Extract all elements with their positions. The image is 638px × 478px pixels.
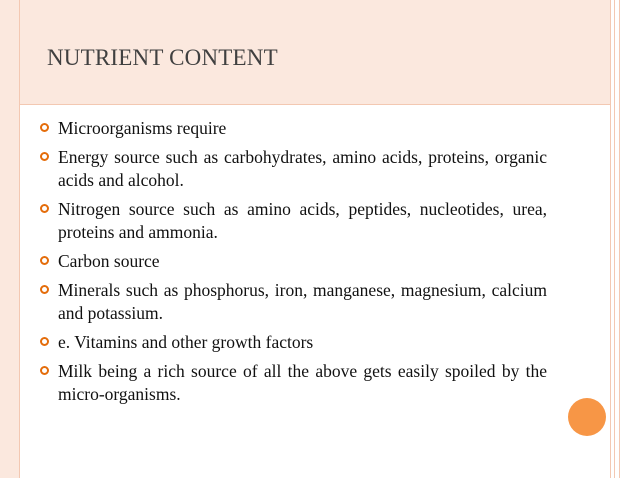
hollow-circle-bullet-icon <box>40 204 49 213</box>
bullet-item <box>40 279 547 325</box>
right-decorative-line <box>614 0 615 478</box>
hollow-circle-bullet-icon <box>40 337 49 346</box>
bullet-text: Minerals such as phosphorus, iron, manganese, magnesium, calcium and potassium. <box>58 280 547 323</box>
bullet-item <box>40 250 547 273</box>
bullet-text: Energy source such as carbohydrates, amino acids, proteins, organic acids and alcohol. <box>58 147 547 190</box>
bullet-item <box>40 331 547 354</box>
bullet-list <box>40 117 547 412</box>
right-decorative-line <box>619 0 620 478</box>
bullet-item <box>40 360 547 406</box>
hollow-circle-bullet-icon <box>40 256 49 265</box>
bullet-text: Carbon source <box>58 251 160 271</box>
bullet-text: e. Vitamins and other growth factors <box>58 332 314 352</box>
left-decorative-panel <box>0 0 20 478</box>
hollow-circle-bullet-icon <box>40 152 49 161</box>
title-divider <box>20 104 610 105</box>
bullet-text: Microorganisms require <box>58 118 227 138</box>
hollow-circle-bullet-icon <box>40 285 49 294</box>
hollow-circle-bullet-icon <box>40 366 49 375</box>
bullet-text: Milk being a rich source of all the above gets easily spoiled by the micro-organisms. <box>58 361 547 404</box>
bullet-item <box>40 146 547 192</box>
bullet-text: Nitrogen source such as amino acids, peptides, nucleotides, urea, proteins and ammonia. <box>58 199 547 242</box>
bullet-item <box>40 198 547 244</box>
hollow-circle-bullet-icon <box>40 123 49 132</box>
slide-title: NUTRIENT CONTENT <box>47 45 278 70</box>
right-decorative-line <box>610 0 611 478</box>
bullet-item <box>40 117 547 140</box>
orange-circle-decoration <box>568 398 606 436</box>
